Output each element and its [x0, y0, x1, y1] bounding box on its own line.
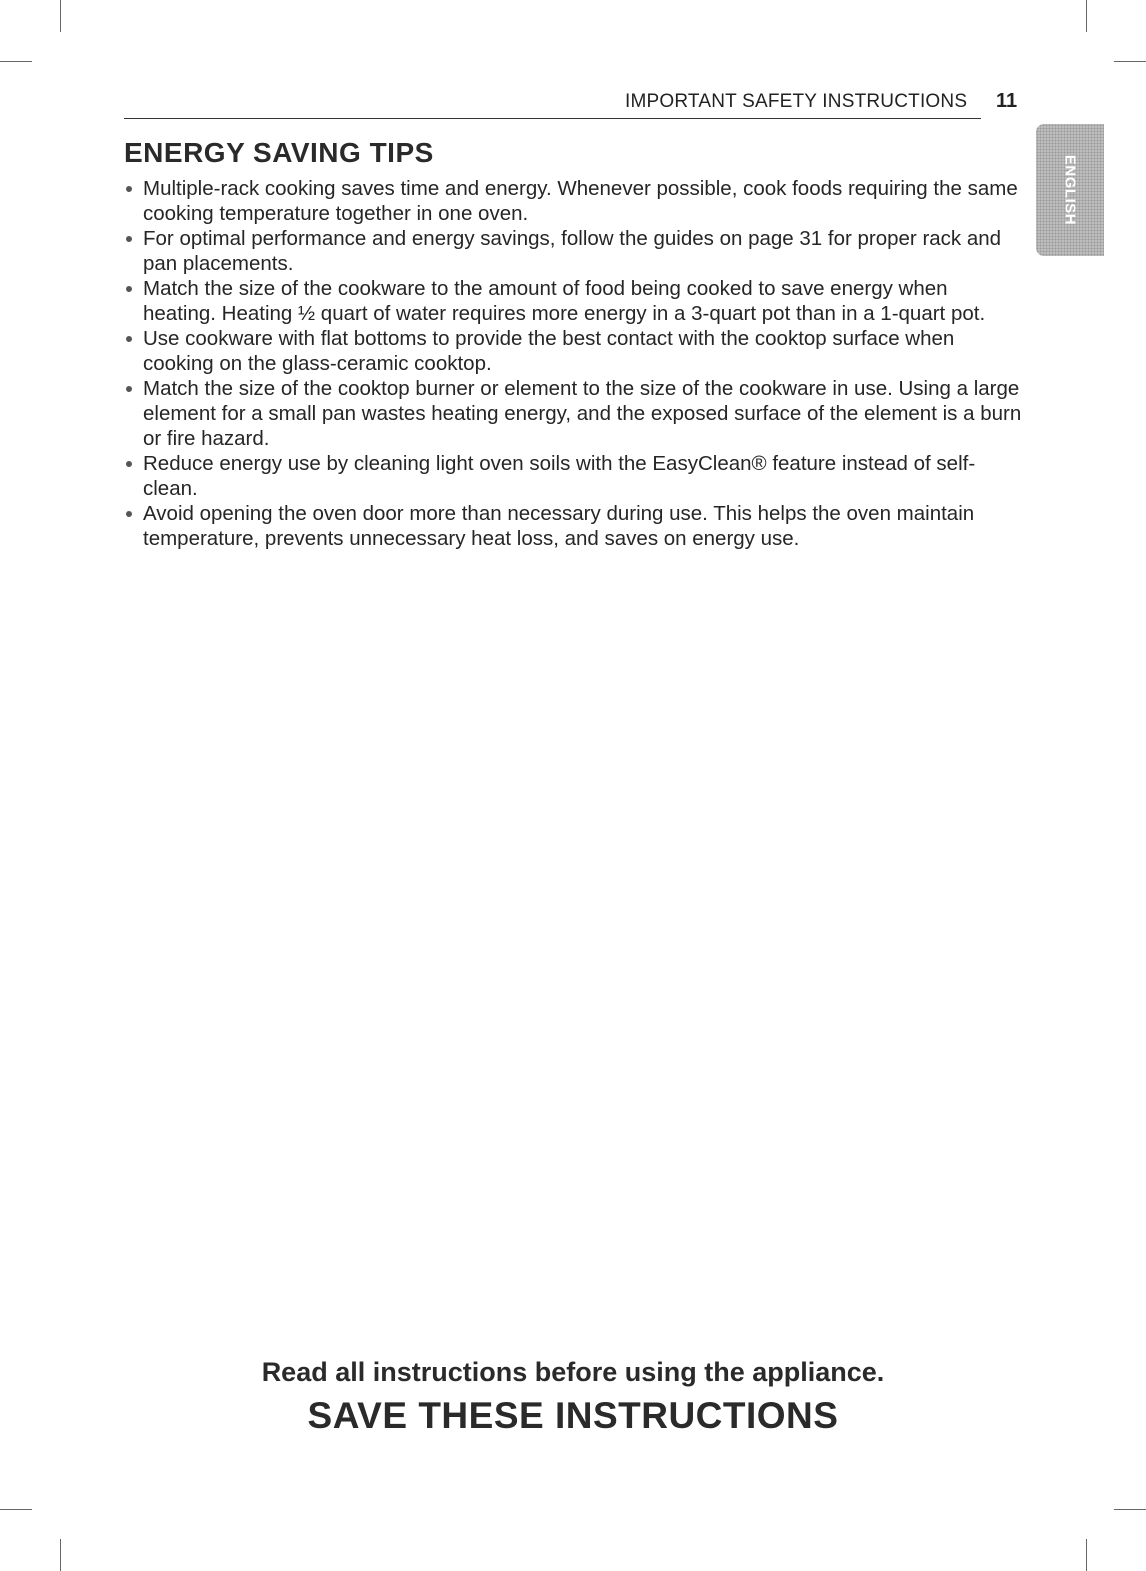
tip-text: Match the size of the cooktop burner or element to the size of the cookware in use. Using a large element for a small pan wastes heating energy, and the exposed surface of the element is a burn or fire hazard. [143, 377, 1022, 450]
language-tab-label: ENGLISH [1061, 154, 1079, 226]
list-item [124, 176, 1024, 226]
crop-mark-bottom-right-h [1114, 1509, 1146, 1510]
crop-mark-bottom-left [60, 1539, 61, 1571]
crop-mark-bottom-right [1086, 1539, 1087, 1571]
list-item [124, 376, 1024, 451]
read-instructions-reminder: Read all instructions before using the appliance. [261, 1357, 885, 1387]
bullet-icon [126, 286, 132, 292]
crop-mark-bottom-left-h [0, 1509, 32, 1510]
running-header-title: IMPORTANT SAFETY INSTRUCTIONS [625, 91, 968, 112]
bullet-icon [126, 511, 132, 517]
crop-mark-top-left [60, 0, 61, 32]
tip-text: Multiple-rack cooking saves time and energy. Whenever possible, cook foods requiring the same cooking temperature together in one oven. [143, 177, 1018, 225]
language-tab [1036, 124, 1104, 256]
save-instructions-notice: SAVE THESE INSTRUCTIONS [307, 1395, 839, 1436]
bullet-icon [126, 336, 132, 342]
crop-mark-top-left-h [0, 61, 32, 62]
list-item [124, 501, 1024, 551]
energy-tips-list [124, 176, 1024, 551]
tip-text: Match the size of the cookware to the amount of food being cooked to save energy when heating. Heating ½ quart of water requires more energy in a 3-quart pot than in a 1-quart pot. [143, 277, 986, 325]
crop-mark-top-right [1086, 0, 1087, 32]
header-divider [124, 118, 981, 119]
list-item [124, 326, 1024, 376]
tip-text: Use cookware with flat bottoms to provide the best contact with the cooktop surface when cooking on the glass-ceramic cooktop. [143, 327, 955, 375]
tip-text: Avoid opening the oven door more than necessary during use. This helps the oven maintain temperature, prevents unnecessary heat loss, and saves on energy use. [143, 502, 975, 550]
page-number: 11 [996, 90, 1018, 112]
list-item [124, 276, 1024, 326]
tip-text: Reduce energy use by cleaning light oven soils with the EasyClean® feature instead of self-clean. [143, 452, 976, 500]
bullet-icon [126, 461, 132, 467]
list-item [124, 451, 1024, 501]
bullet-icon [126, 386, 132, 392]
tip-text: For optimal performance and energy savings, follow the guides on page 31 for proper rack and pan placements. [143, 227, 1002, 275]
bullet-icon [126, 186, 132, 192]
crop-mark-top-right-h [1114, 61, 1146, 62]
list-item [124, 226, 1024, 276]
bullet-icon [126, 236, 132, 242]
section-heading: ENERGY SAVING TIPS [124, 137, 434, 168]
